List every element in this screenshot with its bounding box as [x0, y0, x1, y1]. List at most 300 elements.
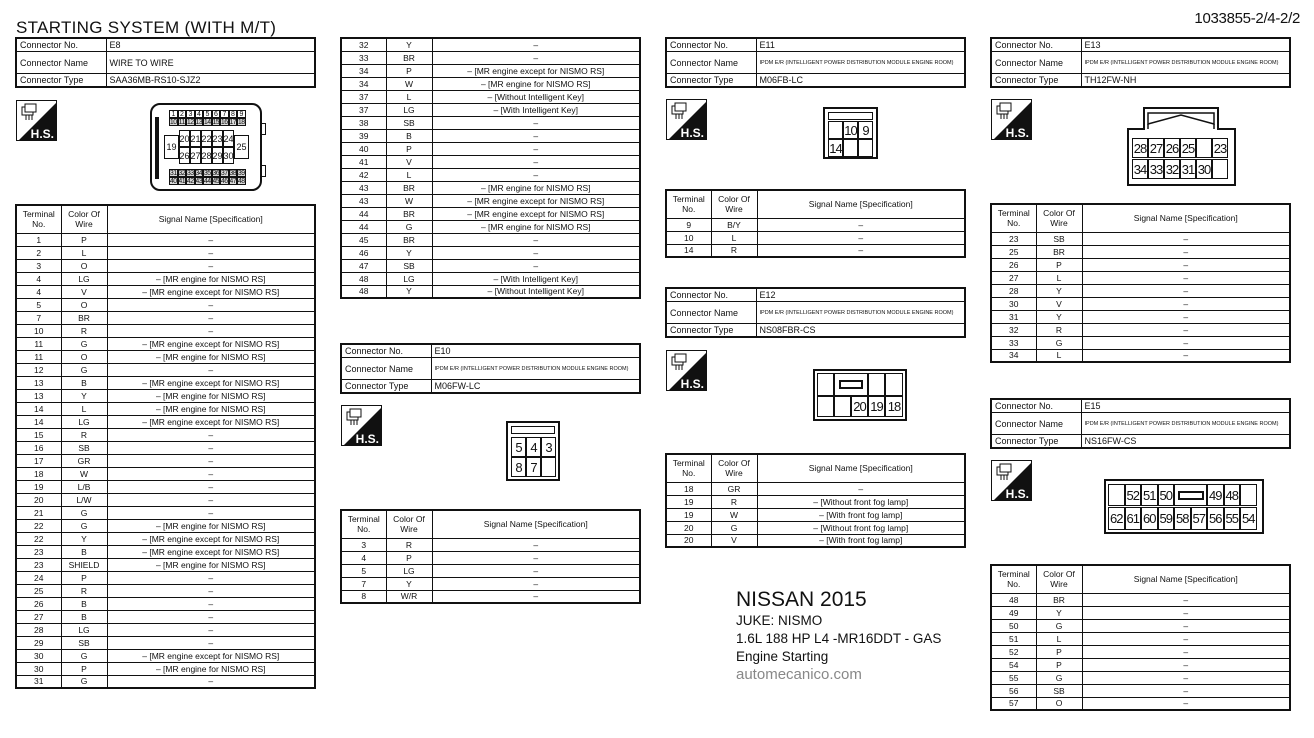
signal-name-cell: – [107, 675, 315, 688]
pin: 42 [186, 177, 194, 185]
terminal-no-cell: 32 [991, 323, 1036, 336]
signal-name-cell: – [1082, 671, 1290, 684]
connector-no-label: Connector No. [666, 288, 756, 302]
table-row [341, 233, 640, 246]
connector-name-label: Connector Name [666, 302, 756, 324]
signal-name-cell: – [432, 233, 640, 246]
table-row [16, 467, 315, 480]
wire-color-cell: BR [386, 207, 432, 220]
signal-name-cell: – [432, 564, 640, 577]
terminal-no-cell: 7 [341, 577, 386, 590]
terminal-no-cell: 29 [16, 636, 61, 649]
table-row [991, 645, 1290, 658]
pin: 29 [212, 147, 223, 164]
terminal-no-cell: 19 [16, 480, 61, 493]
wire-color-cell: BR [386, 233, 432, 246]
pin: 48 [1224, 484, 1241, 506]
wire-color-cell: G [61, 363, 107, 376]
table-row [16, 649, 315, 662]
signal-name-cell: – [Without front fog lamp] [757, 521, 965, 534]
pin: 55 [1224, 507, 1241, 530]
pin: 22 [201, 130, 212, 147]
table-row [666, 482, 965, 495]
wire-color-cell: P [386, 64, 432, 77]
table-row [666, 534, 965, 547]
wire-color-cell: L [1036, 271, 1082, 284]
terminal-no-cell: 18 [16, 467, 61, 480]
table-row [991, 632, 1290, 645]
pin: 34 [1132, 159, 1148, 179]
terminal-no-cell: 34 [341, 64, 386, 77]
pin: 50 [1158, 484, 1175, 506]
table-row [991, 349, 1290, 362]
signal-name-header: Signal Name [Specification] [1082, 204, 1290, 232]
table-row [16, 454, 315, 467]
wire-color-cell: SHIELD [61, 558, 107, 571]
signal-name-cell: – [107, 610, 315, 623]
pin-empty [828, 121, 843, 139]
table-row [16, 584, 315, 597]
signal-name-cell: – [MR engine except for NISMO RS] [432, 64, 640, 77]
table-row [341, 142, 640, 155]
pin: 10 [844, 122, 857, 138]
vehicle-brand-year: NISSAN 2015 [736, 588, 867, 611]
terminal-no-cell: 43 [341, 181, 386, 194]
table-row [341, 194, 640, 207]
connector-type-label: Connector Type [341, 380, 431, 394]
table-row [341, 90, 640, 103]
signal-name-cell: – [MR engine for NISMO RS] [432, 220, 640, 233]
connector-name-value: IPDM E/R (INTELLIGENT POWER DISTRIBUTION MODULE ENGINE ROOM) [1081, 413, 1290, 435]
terminal-no-header: Terminal No. [666, 454, 711, 482]
table-row [16, 558, 315, 571]
terminal-no-cell: 44 [341, 207, 386, 220]
terminal-no-cell: 48 [341, 272, 386, 285]
signal-name-cell: – [1082, 349, 1290, 362]
color-of-wire-header: Color Of Wire [1036, 204, 1082, 232]
wire-color-cell: Y [386, 285, 432, 298]
pin: 23 [212, 130, 223, 147]
signal-name-cell: – [With Intelligent Key] [432, 272, 640, 285]
pin: 2 [178, 110, 187, 118]
connector-e11-terminal-table [665, 189, 966, 258]
wire-color-cell: W/R [386, 590, 432, 603]
pin: 7 [220, 110, 229, 118]
signal-name-cell: – [107, 311, 315, 324]
signal-name-cell: – [107, 259, 315, 272]
signal-name-cell: – [MR engine for NISMO RS] [107, 662, 315, 675]
table-row [16, 298, 315, 311]
pin: 6 [212, 110, 221, 118]
wire-color-cell: BR [386, 181, 432, 194]
wire-color-cell: L [61, 402, 107, 415]
terminal-no-cell: 38 [341, 116, 386, 129]
table-row [16, 675, 315, 688]
wire-color-cell: W [386, 77, 432, 90]
pin: 18 [237, 118, 245, 126]
terminal-no-cell: 32 [341, 38, 386, 51]
terminal-no-cell: 31 [16, 675, 61, 688]
table-row [341, 155, 640, 168]
connector-no-value: E10 [431, 344, 640, 358]
terminal-no-cell: 12 [16, 363, 61, 376]
pin: 47 [229, 177, 237, 185]
connector-e15-terminal-table [990, 564, 1291, 711]
wire-color-cell: G [711, 521, 757, 534]
terminal-no-cell: 20 [16, 493, 61, 506]
terminal-no-header: Terminal No. [16, 205, 61, 233]
wire-color-cell: LG [386, 272, 432, 285]
terminal-no-cell: 24 [16, 571, 61, 584]
table-row [16, 597, 315, 610]
pin: 23 [1212, 138, 1228, 158]
pin: 36 [212, 169, 220, 177]
pin: 61 [1125, 507, 1142, 530]
connector-latch-bar [155, 117, 159, 179]
wire-color-cell: P [1036, 658, 1082, 671]
signal-name-cell: – [1082, 593, 1290, 606]
signal-name-cell: – [432, 590, 640, 603]
wire-color-cell: L [1036, 632, 1082, 645]
signal-name-cell: – [1082, 297, 1290, 310]
pin-empty [1196, 138, 1212, 158]
wire-color-cell: W [61, 467, 107, 480]
connector-no-value: E8 [106, 38, 315, 52]
connector-e12-terminal-table [665, 453, 966, 548]
color-of-wire-header: Color Of Wire [61, 205, 107, 233]
connector-name-label: Connector Name [991, 413, 1081, 435]
terminal-no-cell: 39 [341, 129, 386, 142]
hs-text: H.S. [680, 126, 704, 140]
signal-name-cell: – [Without front fog lamp] [757, 495, 965, 508]
pin-empty [843, 139, 858, 157]
table-row [991, 232, 1290, 245]
wire-color-cell: BR [1036, 593, 1082, 606]
wire-color-cell: SB [386, 259, 432, 272]
signal-name-cell: – [107, 428, 315, 441]
connector-name-value: IPDM E/R (INTELLIGENT POWER DISTRIBUTION MODULE ENGINE ROOM) [756, 52, 965, 74]
pin: 5 [203, 110, 212, 118]
wire-color-cell: L [386, 168, 432, 181]
pin: 18 [885, 396, 903, 417]
pin-empty [1212, 159, 1228, 179]
signal-name-cell: – [With front fog lamp] [757, 534, 965, 547]
signal-name-cell: – [107, 571, 315, 584]
pin: 25 [1180, 138, 1196, 158]
wire-color-cell: Y [386, 246, 432, 259]
table-row [341, 285, 640, 298]
pin: 4 [526, 437, 541, 457]
wire-color-cell: P [386, 142, 432, 155]
table-row [991, 323, 1290, 336]
signal-name-cell: – [MR engine except for NISMO RS] [107, 337, 315, 350]
wire-color-cell: BR [61, 311, 107, 324]
pin-empty [1240, 484, 1257, 506]
wire-color-cell: B [61, 545, 107, 558]
table-row [16, 571, 315, 584]
table-row [16, 285, 315, 298]
connector-e8-diagram [150, 103, 262, 191]
connector-type-label: Connector Type [991, 435, 1081, 449]
wire-color-cell: Y [386, 577, 432, 590]
wire-color-cell: V [61, 285, 107, 298]
vehicle-engine: 1.6L 188 HP L4 -MR16DDT - GAS [736, 631, 942, 646]
terminal-no-cell: 4 [16, 272, 61, 285]
wire-color-cell: GR [61, 454, 107, 467]
color-of-wire-header: Color Of Wire [386, 510, 432, 538]
terminal-no-cell: 33 [341, 51, 386, 64]
table-row [666, 231, 965, 244]
signal-name-cell: – [1082, 336, 1290, 349]
terminal-no-cell: 37 [341, 103, 386, 116]
terminal-no-cell: 27 [991, 271, 1036, 284]
connector-name-label: Connector Name [16, 52, 106, 74]
connector-e10-info [340, 343, 641, 394]
wire-color-cell: L [711, 231, 757, 244]
terminal-no-cell: 17 [16, 454, 61, 467]
table-row [16, 662, 315, 675]
table-row [16, 636, 315, 649]
pin: 46 [220, 177, 228, 185]
connector-type-value: M06FB-LC [756, 74, 965, 88]
wire-color-cell: R [711, 244, 757, 257]
signal-name-cell: – [MR engine for NISMO RS] [107, 350, 315, 363]
table-row [991, 245, 1290, 258]
signal-name-cell: – [107, 636, 315, 649]
table-row [16, 623, 315, 636]
connector-name-label: Connector Name [991, 52, 1081, 74]
connector-e15-diagram [1104, 479, 1264, 534]
pin: 28 [201, 147, 212, 164]
table-row [16, 376, 315, 389]
wire-color-cell: W [386, 194, 432, 207]
signal-name-cell: – [MR engine except for NISMO RS] [107, 545, 315, 558]
pin: 15 [212, 118, 220, 126]
table-row [16, 415, 315, 428]
connector-no-value: E12 [756, 288, 965, 302]
terminal-no-cell: 44 [341, 220, 386, 233]
table-row [341, 538, 640, 551]
connector-no-value: E15 [1081, 399, 1290, 413]
connector-e15-info [990, 398, 1291, 449]
signal-name-cell: – [1082, 658, 1290, 671]
pin-empty [541, 457, 556, 477]
wire-color-cell: O [61, 350, 107, 363]
terminal-no-cell: 55 [991, 671, 1036, 684]
terminal-no-cell: 48 [341, 285, 386, 298]
connector-type-value: SAA36MB-RS10-SJZ2 [106, 74, 315, 88]
pin: 13 [195, 118, 203, 126]
table-row [16, 519, 315, 532]
pin: 62 [1108, 507, 1125, 530]
connector-e12-diagram [813, 369, 907, 421]
table-row [16, 324, 315, 337]
signal-name-cell: – [757, 231, 965, 244]
signal-name-cell: – [432, 168, 640, 181]
table-row [666, 495, 965, 508]
table-row [16, 389, 315, 402]
wire-color-cell: P [1036, 258, 1082, 271]
signal-name-cell: – [107, 246, 315, 259]
signal-name-cell: – [107, 363, 315, 376]
signal-name-cell: – [107, 493, 315, 506]
terminal-no-cell: 2 [16, 246, 61, 259]
signal-name-cell: – [With Intelligent Key] [432, 103, 640, 116]
signal-name-cell: – [1082, 271, 1290, 284]
pin: 59 [1158, 507, 1175, 530]
table-row [16, 311, 315, 324]
wire-color-cell: SB [61, 636, 107, 649]
wire-color-cell: V [1036, 297, 1082, 310]
table-row [341, 220, 640, 233]
signal-name-header: Signal Name [Specification] [1082, 565, 1290, 593]
signal-name-header: Signal Name [Specification] [107, 205, 315, 233]
pin: 14 [203, 118, 211, 126]
pin: 28 [1132, 138, 1148, 158]
wire-color-cell: R [386, 538, 432, 551]
pin: 52 [1125, 484, 1142, 506]
signal-name-cell: – [107, 298, 315, 311]
signal-name-cell: – [107, 506, 315, 519]
signal-name-cell: – [Without Intelligent Key] [432, 285, 640, 298]
table-row [666, 244, 965, 257]
terminal-no-cell: 57 [991, 697, 1036, 710]
terminal-no-cell: 16 [16, 441, 61, 454]
table-row [341, 577, 640, 590]
wire-color-cell: G [1036, 671, 1082, 684]
table-row [16, 545, 315, 558]
pin: 9 [858, 121, 873, 139]
pin: 58 [1174, 507, 1191, 530]
color-of-wire-header: Color Of Wire [711, 190, 757, 218]
pin: 33 [186, 169, 194, 177]
terminal-no-cell: 10 [16, 324, 61, 337]
connector-name-value: IPDM E/R (INTELLIGENT POWER DISTRIBUTION MODULE ENGINE ROOM) [756, 302, 965, 324]
table-row [991, 258, 1290, 271]
terminal-no-cell: 45 [341, 233, 386, 246]
connector-name-label: Connector Name [341, 358, 431, 380]
signal-name-cell: – [757, 218, 965, 231]
terminal-no-cell: 31 [991, 310, 1036, 323]
table-row [16, 272, 315, 285]
table-row [16, 428, 315, 441]
pin: 25 [234, 135, 249, 159]
terminal-no-cell: 5 [341, 564, 386, 577]
connector-tab [261, 165, 266, 177]
signal-name-cell: – [MR engine for NISMO RS] [107, 558, 315, 571]
wire-color-cell: BR [386, 51, 432, 64]
color-of-wire-header: Color Of Wire [1036, 565, 1082, 593]
signal-name-cell: – [107, 623, 315, 636]
terminal-no-cell: 33 [991, 336, 1036, 349]
pin: 5 [511, 437, 526, 457]
connector-tab [261, 123, 266, 135]
signal-name-cell: – [432, 142, 640, 155]
terminal-no-cell: 49 [991, 606, 1036, 619]
signal-name-cell: – [1082, 684, 1290, 697]
table-row [341, 246, 640, 259]
pin: 31 [1180, 159, 1196, 179]
pin: 20 [179, 130, 190, 147]
terminal-no-cell: 34 [991, 349, 1036, 362]
connector-no-label: Connector No. [991, 38, 1081, 52]
terminal-no-cell: 26 [16, 597, 61, 610]
terminal-no-cell: 56 [991, 684, 1036, 697]
terminal-no-cell: 5 [16, 298, 61, 311]
wire-color-cell: R [1036, 323, 1082, 336]
pin: 8 [229, 110, 238, 118]
wire-color-cell: G [61, 675, 107, 688]
pin: 56 [1207, 507, 1224, 530]
table-row [991, 297, 1290, 310]
pin: 35 [203, 169, 211, 177]
terminal-no-cell: 30 [991, 297, 1036, 310]
table-row [991, 606, 1290, 619]
table-row [991, 310, 1290, 323]
signal-name-cell: – [1082, 619, 1290, 632]
signal-name-cell: – [1082, 323, 1290, 336]
signal-name-cell: – [MR engine except for NISMO RS] [107, 285, 315, 298]
vehicle-info [736, 588, 976, 683]
table-row [16, 350, 315, 363]
vehicle-system: Engine Starting [736, 649, 829, 664]
pin: 31 [169, 169, 177, 177]
harness-side-icon [666, 99, 707, 140]
pin: 14 [829, 140, 842, 156]
terminal-no-cell: 10 [666, 231, 711, 244]
wire-color-cell: P [61, 571, 107, 584]
connector-e10-diagram [506, 421, 560, 481]
table-row [991, 658, 1290, 671]
signal-name-header: Signal Name [Specification] [757, 190, 965, 218]
wire-color-cell: P [1036, 645, 1082, 658]
table-row [16, 337, 315, 350]
table-row [991, 671, 1290, 684]
pin: 26 [1164, 138, 1180, 158]
pin: 7 [526, 457, 541, 477]
wire-color-cell: O [61, 259, 107, 272]
signal-name-cell: – [1082, 245, 1290, 258]
signal-name-cell: – [432, 51, 640, 64]
connector-type-value: M06FW-LC [431, 380, 640, 394]
signal-name-cell: – [757, 244, 965, 257]
table-row [341, 168, 640, 181]
signal-name-cell: – [MR engine for NISMO RS] [432, 77, 640, 90]
terminal-no-cell: 7 [16, 311, 61, 324]
wire-color-cell: Y [1036, 310, 1082, 323]
table-row [16, 610, 315, 623]
signal-name-cell: – [MR engine for NISMO RS] [432, 181, 640, 194]
wire-color-cell: B [61, 376, 107, 389]
pin: 27 [190, 147, 201, 164]
terminal-no-header: Terminal No. [666, 190, 711, 218]
pin-cavity [834, 373, 868, 396]
signal-name-header: Signal Name [Specification] [432, 510, 640, 538]
pin-empty [834, 396, 851, 417]
website-watermark: automecanico.com [736, 666, 862, 683]
connector-e12-info [665, 287, 966, 338]
terminal-no-cell: 20 [666, 534, 711, 547]
pin-empty [817, 373, 834, 396]
wire-color-cell: B [61, 597, 107, 610]
terminal-no-cell: 43 [341, 194, 386, 207]
pin: 3 [186, 110, 195, 118]
signal-name-cell: – [MR engine except for NISMO RS] [107, 649, 315, 662]
signal-name-cell: – [107, 584, 315, 597]
connector-type-label: Connector Type [666, 74, 756, 88]
terminal-no-cell: 4 [341, 551, 386, 564]
harness-side-icon [991, 99, 1032, 140]
